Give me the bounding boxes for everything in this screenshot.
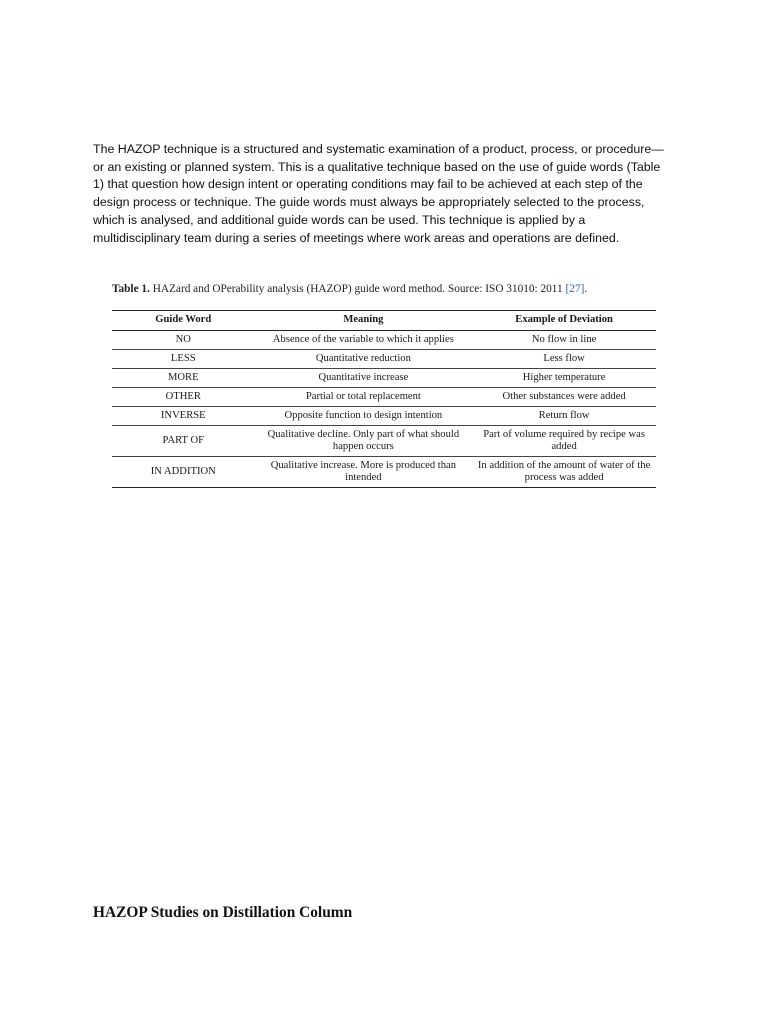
section-heading: HAZOP Studies on Distillation Column — [93, 904, 353, 921]
table-row — [112, 407, 656, 426]
cell-meaning: Absence of the variable to which it applies — [272, 333, 454, 345]
table-row — [112, 388, 656, 407]
table-row — [112, 331, 656, 350]
table-caption-text: HAZard and OPerability analysis (HAZOP) guide word method. Source: ISO 31010: 2011 — [152, 283, 563, 295]
table-row — [112, 369, 656, 388]
table-row — [112, 426, 656, 457]
table-row — [112, 457, 656, 488]
intro-paragraph: The HAZOP technique is a structured and systematic examination of a product, process, or procedure—or an existing or planned system. This is a qualitative technique based on the use of guide words (Table 1) that question how design intent or operating conditions may fail to be achieved at each step of the design process or technique. The guide words must always be appropriately selected to the process, which is analysed, and additional guide words can be used. This technique is applied by a multidisciplinary team during a series of meetings where work areas and operations are defined. — [93, 142, 664, 245]
table-caption-label: Table 1. — [112, 283, 150, 295]
header-guide-word: Guide Word — [155, 314, 212, 326]
cell-guide-word: IN ADDITION — [150, 465, 216, 477]
cell-guide-word: PART OF — [162, 434, 204, 446]
header-meaning: Meaning — [343, 314, 384, 326]
cell-guide-word: MORE — [167, 371, 199, 383]
table-header-row — [112, 311, 656, 331]
cell-example: Part of volume required by recipe was added — [483, 428, 645, 452]
cell-example: Higher temperature — [522, 371, 606, 383]
cell-meaning: Opposite function to design intention — [284, 409, 443, 421]
cell-example: Other substances were added — [502, 390, 626, 402]
cell-example: In addition of the amount of water of the process was added — [477, 459, 651, 483]
cell-guide-word: LESS — [170, 352, 196, 364]
cell-guide-word: NO — [175, 333, 191, 345]
cell-meaning: Quantitative increase — [318, 371, 409, 383]
cell-meaning: Qualitative decline. Only part of what should happen occurs — [267, 428, 460, 452]
cell-example: Return flow — [538, 409, 590, 421]
cell-meaning: Partial or total replacement — [305, 390, 421, 402]
cell-example: Less flow — [543, 352, 585, 364]
table-caption-reference-link[interactable]: [27] — [565, 283, 585, 295]
table-caption — [112, 283, 672, 295]
header-example-of-deviation: Example of Deviation — [515, 314, 613, 326]
cell-guide-word: OTHER — [165, 390, 201, 402]
hazop-guide-word-table — [112, 310, 656, 488]
cell-meaning: Quantitative reduction — [315, 352, 411, 364]
cell-meaning: Qualitative increase. More is produced than intended — [270, 459, 457, 483]
table-row — [112, 350, 656, 369]
cell-guide-word: INVERSE — [160, 409, 206, 421]
cell-example: No flow in line — [531, 333, 597, 345]
table-caption-end: . — [584, 283, 588, 295]
